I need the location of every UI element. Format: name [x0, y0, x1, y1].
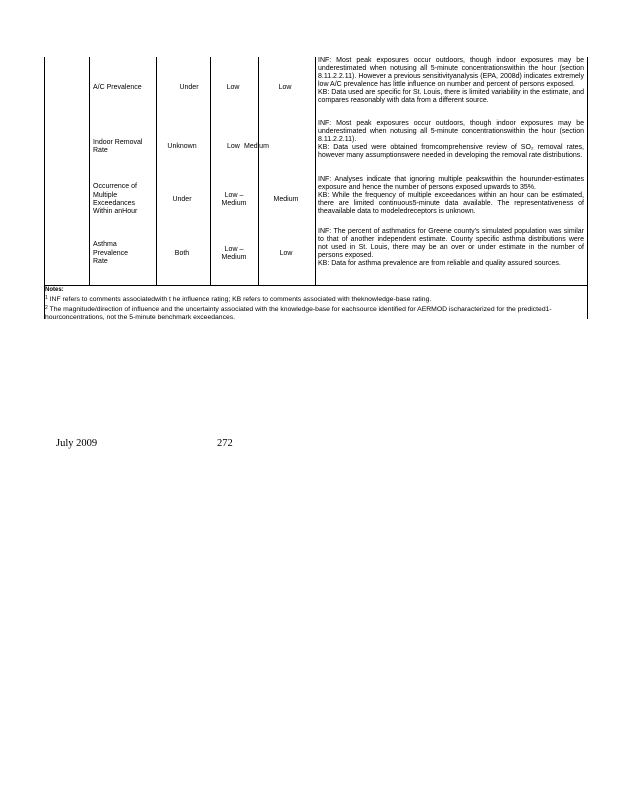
footnote-1: $^1$ INF refers to comments associatedwith t he influence rating; KB refers to comments associated with theknowledge-base rating. — [45, 295, 432, 303]
influence-cell: Low — [226, 83, 240, 91]
knowledge-base-cell: Medium — [273, 195, 299, 203]
knowledge-base-cell: Medium — [244, 142, 269, 150]
inf-comment: INF: The percent of asthmatics for Greene county's simulated population was similar to that of another independent estimate. County specific asthma distributions were not used in St. Louis, there may be an over or under estimate in the number of persons exposed. — [318, 228, 584, 259]
page-number: 272 — [217, 438, 233, 449]
table-column-divider — [89, 57, 90, 286]
influence-cell: Low — [227, 142, 240, 150]
direction-cell: Under — [179, 83, 199, 91]
factor-cell: Indoor Removal Rate — [93, 138, 143, 154]
inf-comment: INF: Most peak exposures occur outdoors, though indoor exposures may be underestimated when notusing all 5-minute concentrationswithin the hour (section 8.11.2.2.11). However a previous sensitivityanalysis (EPA, 2008d) indicates extremely low A/C prevalence has little influence on number and percent of persons exposed. — [318, 57, 584, 88]
footnote-marker: 1 — [45, 295, 48, 301]
factor-cell: A/C Prevalence — [93, 83, 142, 91]
comments-cell — [318, 228, 584, 268]
factor-cell: Occurrence of Multiple Exceedances Within anHour — [93, 183, 138, 216]
footnote-marker: 2 — [45, 305, 48, 311]
table-column-divider — [315, 57, 316, 286]
direction-cell: Under — [172, 195, 192, 203]
comments-cell — [318, 57, 584, 104]
kb-comment: KB: Data used were obtained fromcomprehensive review of SO₂ removal rates, however many assumptionswere needed in developing the removal rate distributions. — [318, 143, 584, 159]
kb-comment: KB: Data used are specific for St. Louis, there is limited variability in the estimate, and compares reasonably with data from a different source. — [318, 88, 584, 104]
comments-cell — [318, 120, 584, 160]
notes-header: Notes: — [45, 287, 64, 293]
factor-cell: Asthma Prevalence Rate — [93, 241, 129, 266]
direction-cell: Both — [174, 249, 190, 257]
table-border-right — [587, 57, 588, 319]
kb-comment: KB: While the frequency of multiple exceedances within an hour can be estimated, there are limited continuous5-minute data available. The representativeness of theavailable data to modeledreceptors is unknown. — [318, 191, 584, 215]
inf-comment: INF: Analyses indicate that ignoring multiple peakswithin the hourunder-estimates exposure and hence the number of persons exposed upwards to 35%. — [318, 176, 584, 191]
influence-cell: Low – Medium — [221, 245, 247, 261]
comments-cell — [318, 176, 584, 216]
footnote-2: $^2$ The magnitude/direction of influence and the uncertainty associated with the knowledge-base for eachsource identified for AERMOD ischaracterized for the predicted1-hourconcentrations, not the 5-minute benchmark exceedances. — [45, 305, 552, 321]
knowledge-base-cell: Low — [278, 83, 292, 91]
direction-cell: Unknown — [167, 142, 197, 150]
footer-date: July 2009 — [56, 438, 98, 449]
inf-comment: INF: Most peak exposures occur outdoors, though indoor exposures may be underestimated when notusing all 5-minute concentrationswithin the hour (section 8.11.2.2.11). — [318, 120, 584, 143]
kb-comment: KB: Data for asthma prevalence are from reliable and quality assured sources. — [318, 259, 561, 267]
influence-cell: Low – Medium — [221, 191, 247, 207]
table-border-left — [44, 57, 45, 319]
knowledge-base-cell: Low — [279, 249, 293, 257]
table-notes — [45, 286, 586, 322]
